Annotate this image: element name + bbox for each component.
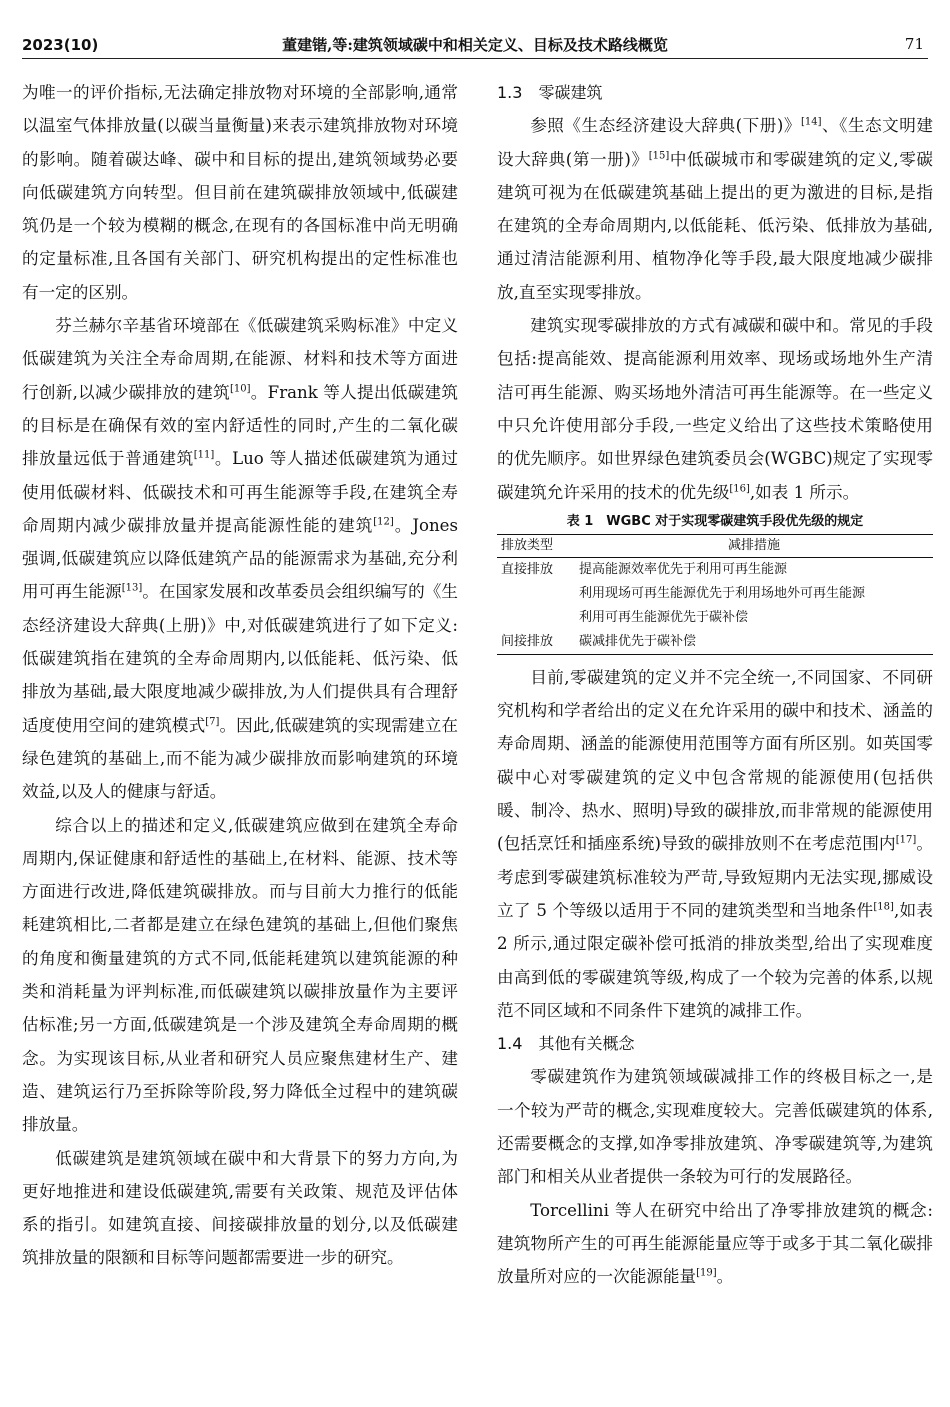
citation: [11]	[193, 449, 215, 461]
table-cell: 间接排放	[501, 633, 554, 649]
paragraph: Torcellini 等人在研究中给出了净零排放建筑的概念:建筑物所产生的可再生能源能量应等于或多于其二氧化碳排放量所对应的一次能源能量[19]。	[497, 1200, 933, 1287]
citation: [12]	[373, 516, 394, 528]
column-header: 减排措施	[575, 534, 933, 557]
table-caption: 表 1 WGBC 对于实现零碳建筑手段优先级的规定	[566, 513, 864, 529]
table-row	[497, 606, 933, 630]
table-1	[497, 513, 933, 655]
citation: [18]	[873, 901, 894, 913]
citation: [15]	[648, 150, 670, 162]
paragraph: 参照《生态经济建设大辞典(下册)》[14]、《生态文明建设大辞典(第一册)》[15]中低碳城市和零碳建筑的定义,零碳建筑可视为在低碳建筑基础上提出的更为激进的目标,是指在建筑的全寿命周期内,以低能耗、低污染、低排放为基础,通过清洁能源利用、植物净化等手段,最大限度地减少碳排放,直至实现零排放。	[497, 116, 934, 302]
table-cell: 碳减排优先于碳补偿	[579, 633, 697, 649]
left-column	[22, 76, 458, 1275]
page-header	[22, 34, 928, 59]
section-heading-1-4: 1.4 其他有关概念	[497, 1034, 635, 1054]
citation: [14]	[800, 116, 822, 128]
running-title: 董建锴,等:建筑领域碳中和相关定义、目标及技术路线概览	[282, 36, 668, 54]
paragraph: 目前,零碳建筑的定义并不完全统一,不同国家、不同研究机构和学者给出的定义在允许采用的碳中和技术、涵盖的寿命周期、涵盖的能源使用范围等方面有所区别。如英国零碳中心对零碳建筑的定义中包含常规的能源使用(包括供暖、制冷、热水、照明)导致的碳排放,而非常规的能源使用(包括烹饪和插座系统)导致的碳排放则不在考虑范围内[17]。考虑到零碳建筑标准较为严苛,导致短期内无法实现,挪威设立了 5 个等级以适用于不同的建筑类型和当地条件[18],如表 2 所示,通过限定碳补偿可抵消的排放类型,给出了实现难度由高到低的零碳建筑等级,构成了一个较为完善的体系,以规范不同区域和不同条件下建筑的减排工作。	[497, 667, 934, 1020]
column-header: 排放类型	[497, 534, 575, 557]
citation: [16]	[729, 483, 750, 495]
table-cell: 提高能源效率优先于利用可再生能源	[579, 561, 788, 577]
paragraph: 建筑实现零碳排放的方式有减碳和碳中和。常见的手段包括:提高能效、提高能源利用效率、现场或场地外生产清洁可再生能源、购买场地外清洁可再生能源等。在一些定义中只允许使用部分手段,一些定义给出了这些技术策略使用的优先顺序。如世界绿色建筑委员会(WGBC)规定了实现零碳建筑允许采用的技术的优先级[16],如表 1 所示。	[497, 316, 933, 502]
table-row	[497, 582, 933, 606]
paragraph: 低碳建筑是建筑领域在碳中和大背景下的努力方向,为更好地推进和建设低碳建筑,需要有关政策、规范及评估体系的指引。如建筑直接、间接碳排放量的划分,以及低碳建筑排放量的限额和目标等问题都需要进一步的研究。	[22, 1148, 458, 1268]
paragraph: 综合以上的描述和定义,低碳建筑应做到在建筑全寿命周期内,保证健康和舒适性的基础上,在材料、能源、技术等方面进行改进,降低建筑碳排放。而与目前大力推行的低能耗建筑相比,二者都是建立在绿色建筑的基础上,但他们聚焦的角度和衡量建筑的方式不同,低能耗建筑以建筑能源的种类和消耗量为评判标准,而低碳建筑以碳排放量作为主要评估标准;另一方面,低碳建筑是一个涉及建筑全寿命周期的概念。为实现该目标,从业者和研究人员应聚焦建材生产、建造、建筑运行乃至拆除等阶段,努力降低全过程中的建筑碳排放量。	[22, 815, 458, 1135]
right-column	[497, 76, 933, 1294]
citation: [7]	[205, 716, 220, 728]
citation: [19]	[696, 1267, 717, 1279]
citation: [10]	[230, 383, 251, 395]
table-cell: 利用可再生能源优先于碳补偿	[579, 609, 749, 625]
table-cell	[497, 582, 575, 606]
table-cell	[497, 606, 575, 630]
table-cell: 利用现场可再生能源优先于利用场地外可再生能源	[579, 585, 866, 601]
table-row	[497, 630, 933, 655]
table-header-row	[497, 534, 933, 557]
section-heading-1-3: 1.3 零碳建筑	[497, 83, 603, 102]
paragraph: 为唯一的评价指标,无法确定排放物对环境的全部影响,通常以温室气体排放量(以碳当量衡量)来表示建筑排放物对环境的影响。随着碳达峰、碳中和目标的提出,建筑领域势必要向低碳建筑方向转型。但目前在建筑碳排放领域中,低碳建筑仍是一个较为模糊的概念,在现有的各国标准中尚无明确的定量标准,且各国有关部门、研究机构提出的定性标准也有一定的区别。	[22, 83, 458, 302]
page-number: 71	[904, 35, 924, 53]
journal-issue: 2023(10)	[22, 36, 99, 54]
paragraph: 零碳建筑作为建筑领域碳减排工作的终极目标之一,是一个较为严苛的概念,实现难度较大。完善低碳建筑的体系,还需要概念的支撑,如净零排放建筑、净零碳建筑等,为建筑部门和相关从业者提供一条较为可行的发展路径。	[497, 1067, 933, 1187]
wgbc-priority-table	[497, 534, 933, 655]
table-row	[497, 557, 933, 582]
table-cell: 直接排放	[501, 561, 554, 577]
citation: [17]	[895, 834, 917, 846]
paragraph: 芬兰赫尔辛基省环境部在《低碳建筑采购标准》中定义低碳建筑为关注全寿命周期,在能源、材料和技术等方面进行创新,以减少碳排放的建筑[10]。Frank 等人提出低碳建筑的目标是在确保有效的室内舒适性的同时,产生的二氧化碳排放量远低于普通建筑[11]。Luo 等人描述低碳建筑为通过使用低碳材料、低碳技术和可再生能源等手段,在建筑全寿命周期内减少碳排放量并提高能源性能的建筑[12]。Jones 强调,低碳建筑应以降低建筑产品的能源需求为基础,充分利用可再生能源[13]。在国家发展和改革委员会组织编写的《生态经济建设大辞典(上册)》中,对低碳建筑进行了如下定义:低碳建筑指在建筑的全寿命周期内,以低能耗、低污染、低排放为基础,最大限度地减少碳排放,为人们提供具有合理舒适度使用空间的建筑模式[7]。因此,低碳建筑的实现需建立在绿色建筑的基础上,而不能为减少碳排放而影响建筑的环境效益,以及人的健康与舒适。	[22, 316, 459, 802]
citation: [13]	[121, 582, 143, 594]
